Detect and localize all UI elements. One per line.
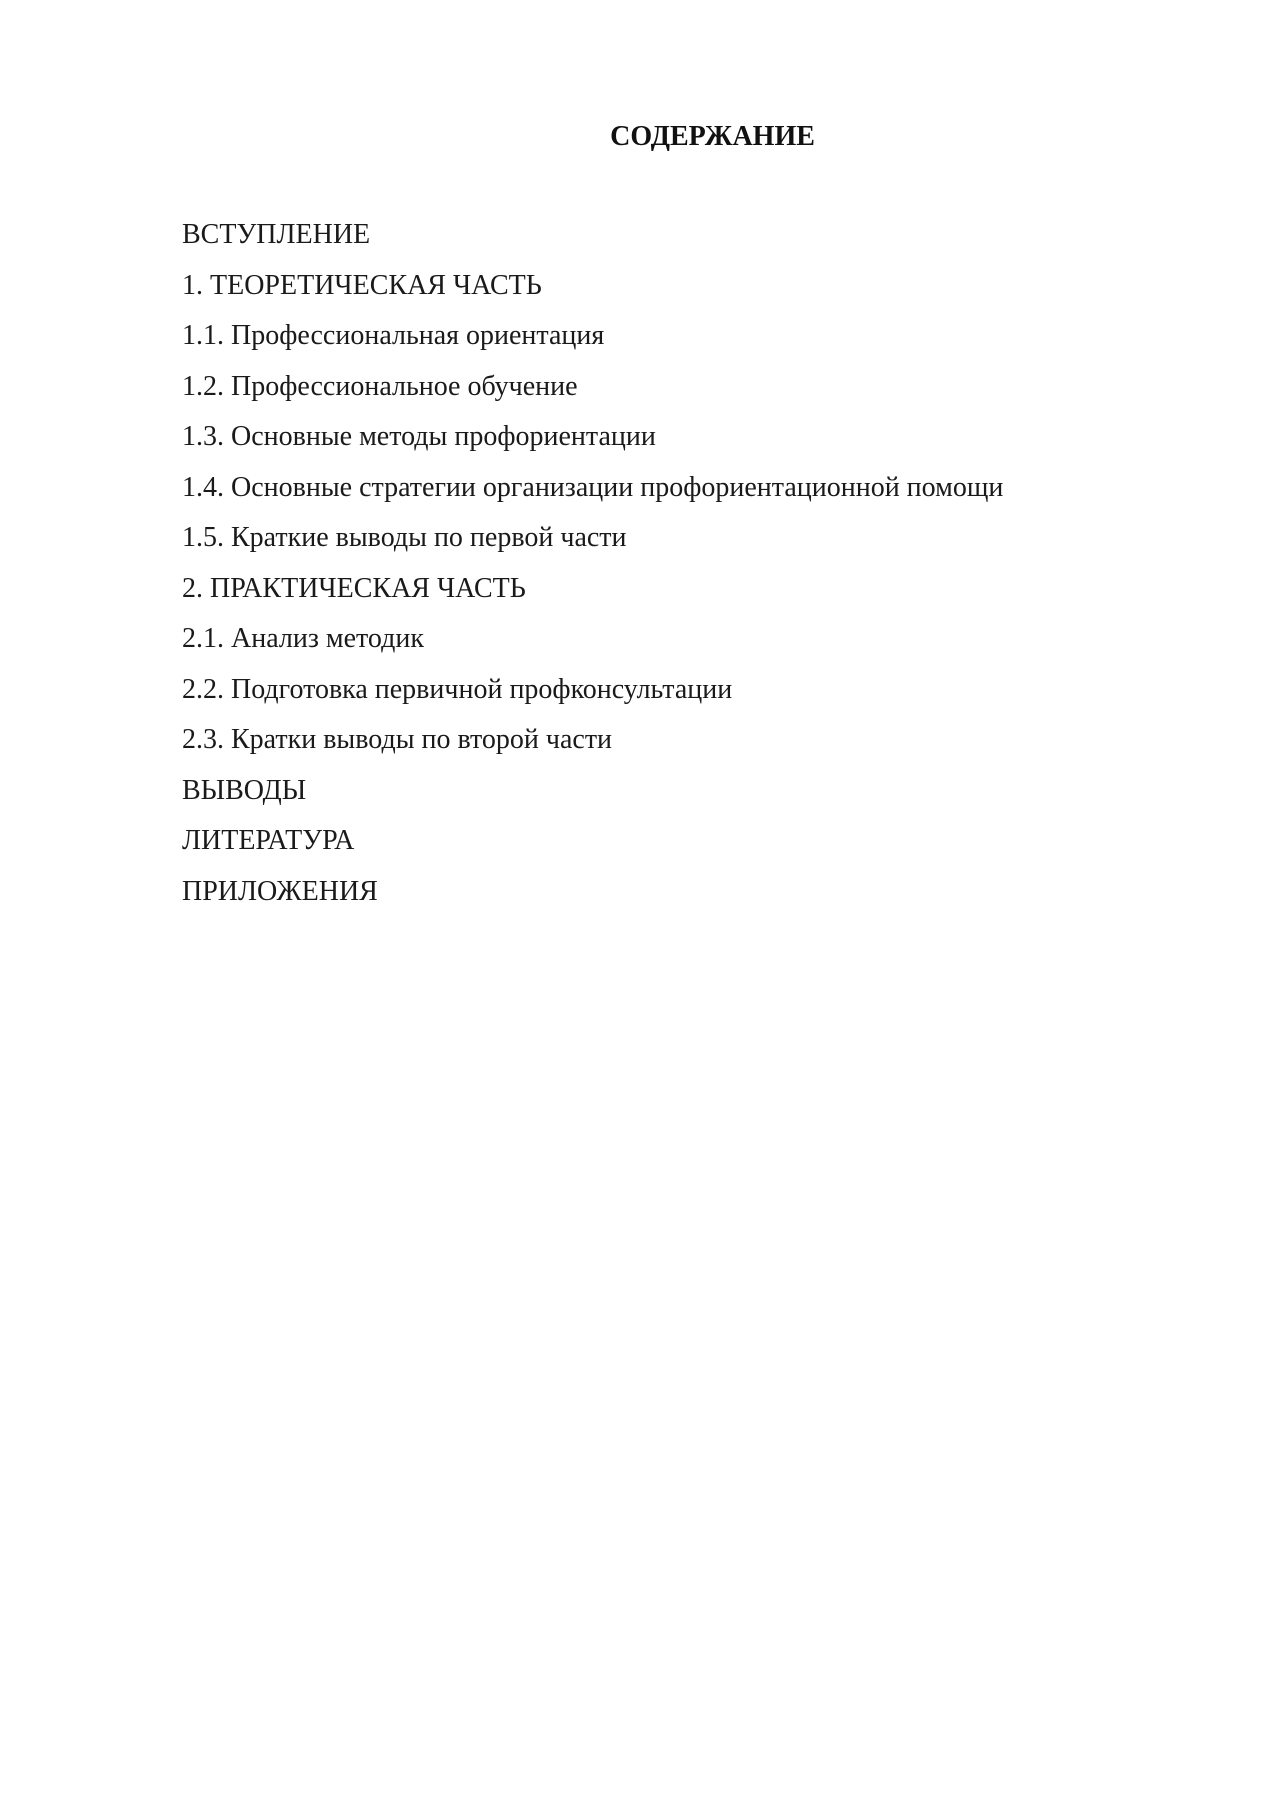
- toc-item-literature: ЛИТЕРАТУРА: [182, 825, 355, 856]
- toc-item-1-3: 1.3. Основные методы профориентации: [182, 421, 656, 452]
- toc-item-part-2: 2. ПРАКТИЧЕСКАЯ ЧАСТЬ: [182, 572, 526, 604]
- toc-item-1-2: 1.2. Профессиональное обучение: [182, 370, 578, 402]
- toc-item-introduction: ВСТУПЛЕНИЕ: [182, 219, 371, 250]
- toc-item-2-3: 2.3. Кратки выводы по второй части: [182, 724, 613, 755]
- page-title: СОДЕРЖАНИЕ: [610, 121, 815, 152]
- toc-item-appendices: ПРИЛОЖЕНИЯ: [182, 875, 378, 907]
- toc-item-1-1: 1.1. Профессиональная ориентация: [182, 320, 605, 351]
- toc-item-conclusions: ВЫВОДЫ: [182, 774, 307, 806]
- table-of-contents: [182, 210, 1180, 917]
- toc-item-part-1: 1. ТЕОРЕТИЧЕСКАЯ ЧАСТЬ: [182, 269, 542, 301]
- toc-item-2-1: 2.1. Анализ методик: [182, 623, 424, 654]
- toc-item-2-2: 2.2. Подготовка первичной профконсультации: [182, 673, 733, 705]
- toc-item-1-5: 1.5. Краткие выводы по первой части: [182, 522, 627, 553]
- toc-item-1-4: 1.4. Основные стратегии организации профориентационной помощи: [182, 471, 1004, 503]
